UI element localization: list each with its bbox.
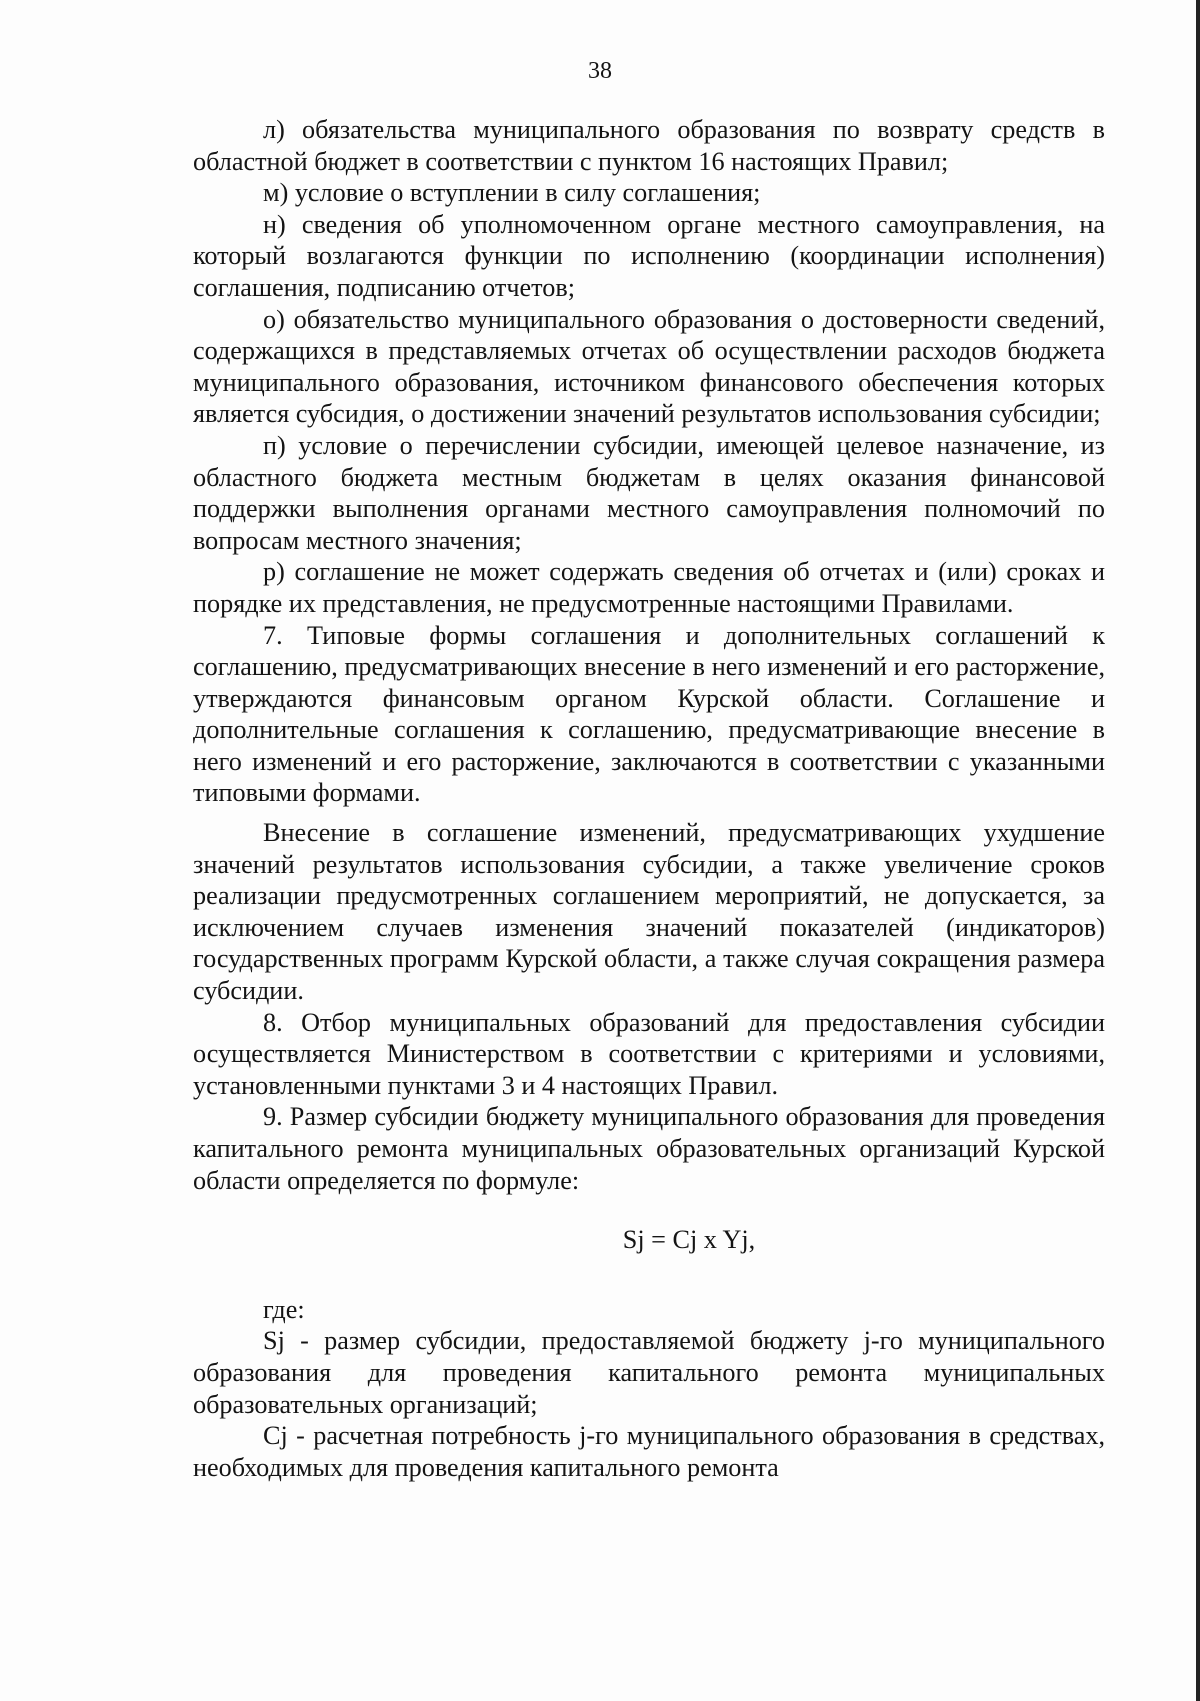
document-body [193, 114, 1105, 1483]
paragraph-item-n: н) сведения об уполномоченном органе местного самоуправления, на который возлагаются функции по исполнению (координации исполнения) соглашения, подписанию отчетов; [193, 209, 1105, 302]
paragraph-clause-9: 9. Размер субсидии бюджету муниципального образования для проведения капитального ремонта муниципальных образовательных организаций Курской области определяется по формуле: [193, 1102, 1105, 1195]
page-edge-border [1196, 0, 1200, 1701]
paragraph-item-m: м) условие о вступлении в силу соглашения; [263, 178, 761, 208]
page-number: 38 [588, 58, 612, 84]
paragraph-clause-8: 8. Отбор муниципальных образований для предоставления субсидии осуществляется Министерством в соответствии с критериями и условиями, установленными пунктами 3 и 4 настоящих Правил. [193, 1007, 1105, 1100]
paragraph-item-r: р) соглашение не может содержать сведения об отчетах и (или) сроках и порядке их представления, не предусмотренные настоящими Правилами. [193, 557, 1105, 618]
subsidy-formula: Sj = Cj x Yj, [622, 1225, 756, 1255]
definition-cj: Cj - расчетная потребность j-го муниципального образования в средствах, необходимых для проведения капитального ремонта [193, 1421, 1105, 1482]
where-label: где: [263, 1294, 305, 1324]
paragraph-amendments: Внесение в соглашение изменений, предусматривающих ухудшение значений результатов использования субсидии, а также увеличение сроков реализации предусмотренных соглашением мероприятий, не допускается, за исключением случаев изменения значений показателей (индикаторов) государственных программ Курской области, а также случая сокращения размера субсидии. [193, 818, 1105, 1006]
definition-sj: Sj - размер субсидии, предоставляемой бюджету j-го муниципального образования для проведения капитального ремонта муниципальных образовательных организаций; [193, 1326, 1105, 1419]
paragraph-item-p: п) условие о перечислении субсидии, имеющей целевое назначение, из областного бюджета местным бюджетам в целях оказания финансовой поддержки выполнения органами местного самоуправления полномочий по вопросам местного значения; [193, 430, 1105, 555]
paragraph-item-o: о) обязательство муниципального образования о достоверности сведений, содержащихся в представляемых отчетах об осуществлении расходов бюджета муниципального образования, источником финансового обеспечения которых является субсидия, о достижении значений результатов использования субсидии; [193, 304, 1105, 429]
paragraph-item-l: л) обязательства муниципального образования по возврату средств в областной бюджет в соответствии с пунктом 16 настоящих Правил; [193, 115, 1105, 176]
paragraph-clause-7: 7. Типовые формы соглашения и дополнительных соглашений к соглашению, предусматривающих внесение в него изменений и его расторжение, утверждаются финансовым органом Курской области. Соглашение и дополнительные соглашения к соглашению, предусматривающие внесение в него изменений и его расторжение, заключаются в соответствии с указанными типовыми формами. [193, 620, 1105, 808]
